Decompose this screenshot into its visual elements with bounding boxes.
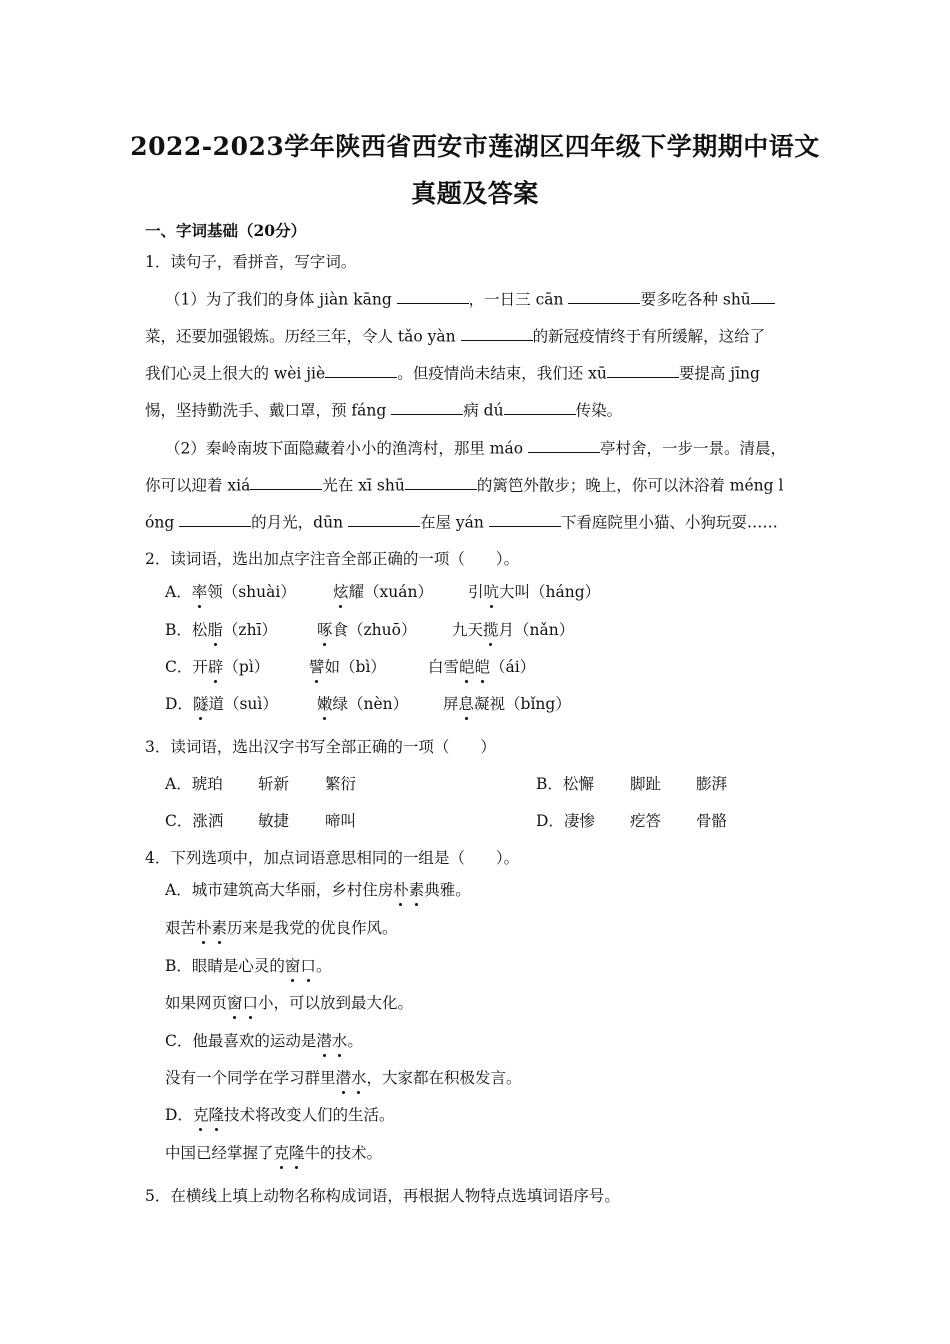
text: 啼叫 — [325, 812, 357, 830]
text: 下看庭院里小猫、小狗玩耍…… — [560, 513, 778, 532]
text: 技术将改变人们的生活。 — [223, 1106, 395, 1124]
question-5-stem: 5．在横线上填上动物名称构成词语，再根据人物特点选填词语序号。 — [145, 1187, 620, 1205]
answer-blank[interactable] — [179, 510, 251, 527]
dotted-char: 嫩 — [317, 692, 333, 714]
dotted-char: 皑 — [459, 655, 475, 677]
dotted-char: 率 — [192, 580, 208, 602]
text: 道（suì） — [208, 695, 278, 713]
text: 疙答 — [630, 812, 662, 830]
text: 繁衍 — [325, 775, 357, 793]
text: C．涨洒 — [165, 812, 224, 830]
text: 的月光，dūn — [251, 513, 348, 532]
text: 亭村舍，一步一景。清晨， — [600, 439, 787, 458]
question-4-stem: 4．下列选项中，加点词语意思相同的一组是（ ）。 — [145, 849, 520, 867]
dotted-char — [459, 658, 490, 676]
dotted-char: 朴 — [196, 916, 212, 938]
answer-blank[interactable] — [250, 473, 322, 490]
q1-p1-line2 — [145, 324, 815, 346]
text: 月（nǎn） — [498, 621, 575, 639]
text: 屏 — [443, 695, 459, 713]
answer-blank[interactable] — [751, 287, 775, 304]
option-label: D． — [165, 695, 193, 713]
text: （1）为了我们的身体 jiàn kāng — [165, 290, 397, 309]
text: C．他最喜欢的运动是 — [165, 1032, 317, 1050]
text: 传染。 — [575, 401, 623, 420]
section-heading: 一、字词基础（20分） — [145, 221, 307, 240]
question-3-stem: 3．读词语，选出汉字书写全部正确的一项（ ） — [145, 738, 496, 756]
dotted-char: 譬 — [309, 655, 325, 677]
dotted-char: 窗 — [285, 954, 301, 976]
text: 的新冠疫情终于有所缓解，这给了 — [532, 327, 766, 346]
text: 。 — [347, 1032, 363, 1050]
answer-blank[interactable] — [325, 361, 397, 378]
text: 松 — [191, 621, 208, 639]
option-label: C． — [165, 658, 193, 676]
dotted-char: 口 — [300, 954, 316, 976]
text: 要提高 jīng — [678, 364, 760, 383]
answer-blank[interactable] — [504, 398, 576, 415]
text: 九天 — [452, 621, 484, 639]
q1-p2-line1 — [165, 436, 835, 458]
dotted-char: 吭 — [484, 580, 500, 602]
text: 的篱笆外散步；晚上，你可以沐浴着 méng l — [476, 476, 784, 495]
dotted-char: 克 — [193, 1103, 209, 1125]
text: 骨骼 — [696, 812, 728, 830]
dotted-char: 朴 — [393, 878, 409, 900]
text: 如果网页 — [165, 994, 228, 1012]
dotted-char — [285, 957, 316, 975]
dotted-char: 辟 — [208, 655, 224, 677]
answer-blank[interactable] — [607, 361, 679, 378]
dotted-char: 克 — [274, 1141, 290, 1163]
q3-option-b[interactable] — [536, 772, 594, 794]
dotted-char: 窗 — [227, 991, 243, 1013]
dotted-char: 皑 — [475, 655, 491, 677]
text: 白雪 — [428, 658, 460, 676]
text: D． — [165, 1106, 193, 1124]
dotted-char: 息 — [459, 692, 475, 714]
text: B．眼睛是心灵的 — [165, 957, 285, 975]
dotted-char — [393, 881, 424, 899]
text: （2）秦岭南坡下面隐藏着小小的渔湾村，那里 máo — [165, 439, 528, 458]
dotted-char: 炫 — [333, 580, 349, 602]
text: óng — [145, 513, 180, 532]
dotted-char: 水 — [351, 1066, 367, 1088]
dotted-word — [393, 881, 424, 899]
dotted-char: 隧 — [193, 692, 209, 714]
text: 如（bì） — [324, 658, 386, 676]
dotted-char — [336, 1069, 367, 1087]
answer-blank[interactable] — [397, 287, 469, 304]
q4-option-d[interactable] — [165, 1103, 835, 1125]
text: 光在 xī shū — [322, 476, 405, 495]
text: 大叫（háng） — [499, 583, 601, 601]
text: ，一日三 cān — [468, 290, 569, 309]
page-title-line2: 真题及答案 — [411, 179, 539, 208]
text: D．凄惨 — [536, 812, 595, 830]
text: 引 — [468, 583, 484, 601]
q1-p2-line3 — [145, 510, 815, 532]
text: 开 — [192, 658, 208, 676]
text: 小，可以放到最大化。 — [258, 994, 414, 1012]
text: 典雅。 — [424, 881, 471, 899]
text: 病 dú — [463, 401, 504, 420]
q3-option-d[interactable] — [536, 809, 595, 831]
answer-blank[interactable] — [568, 287, 640, 304]
answer-blank[interactable] — [391, 398, 463, 415]
question-1-stem: 1．读句子，看拼音，写字词。 — [145, 253, 357, 271]
text: 艰苦 — [165, 919, 197, 937]
text: 中国已经掌握了 — [165, 1144, 274, 1162]
dotted-char — [196, 919, 227, 937]
page-title: 2022-2023学年陕西省西安市莲湖区四年级下学期期中语文 — [130, 132, 820, 161]
dotted-char: 脂 — [207, 618, 223, 640]
dotted-char: 啄 — [317, 618, 333, 640]
q4-option-a-sentence-2 — [165, 916, 835, 938]
text: B．松懈 — [536, 775, 594, 793]
text: 脚趾 — [630, 775, 662, 793]
text: 。 — [315, 957, 332, 975]
q4-option-d-sentence-2 — [165, 1141, 835, 1163]
text: 食（zhuō） — [332, 621, 417, 639]
text: 你可以迎着 xiá — [145, 476, 251, 495]
text: 我们心灵上很大的 wèi jiè — [145, 364, 326, 383]
answer-blank[interactable] — [461, 324, 533, 341]
answer-blank[interactable] — [528, 436, 600, 453]
q3-option-a[interactable] — [165, 772, 223, 794]
text: （zhī） — [222, 621, 278, 639]
q1-p2-line2 — [145, 473, 815, 495]
dotted-char: 素 — [409, 878, 425, 900]
text: 绿（nèn） — [332, 695, 409, 713]
option-label: A． — [165, 583, 192, 601]
dotted-char: 隆 — [208, 1103, 224, 1125]
text: 要多吃各种 shū — [640, 290, 751, 309]
text: （ái） — [490, 658, 536, 676]
text: （pì） — [223, 658, 270, 676]
dotted-char: 素 — [212, 916, 228, 938]
text: ，大家都在积极发言。 — [366, 1069, 522, 1087]
dotted-char: 口 — [243, 991, 259, 1013]
dotted-char: 揽 — [483, 618, 499, 640]
q1-p1-line3 — [145, 361, 815, 383]
answer-blank[interactable] — [489, 510, 561, 527]
text: A．琥珀 — [165, 775, 223, 793]
text: 膨湃 — [696, 775, 728, 793]
dotted-char: 潜 — [336, 1066, 352, 1088]
text: 历来是我党的优良作风。 — [227, 919, 398, 937]
option-label: B． — [165, 621, 192, 639]
dotted-char — [193, 1106, 224, 1124]
q4-option-c-sentence-2 — [165, 1066, 835, 1088]
answer-blank[interactable] — [348, 510, 420, 527]
dotted-char: 水 — [332, 1029, 348, 1051]
q4-option-b-sentence-2 — [165, 991, 835, 1013]
q4-option-c[interactable] — [165, 1029, 835, 1051]
dotted-char: 隆 — [289, 1141, 305, 1163]
text: A．城市建筑高大华丽，乡村住房 — [165, 881, 394, 899]
q4-option-b[interactable] — [165, 954, 835, 976]
dotted-char — [274, 1144, 305, 1162]
text: 斩新 — [258, 775, 290, 793]
text: 敏捷 — [258, 812, 290, 830]
text: 菜，还要加强锻炼。历经三年，令人 tǎo yàn — [145, 327, 461, 346]
text: 惕，坚持勤洗手、戴口罩，预 fáng — [145, 401, 392, 420]
dotted-char — [227, 994, 258, 1012]
text: 没有一个同学在学习群里 — [165, 1069, 336, 1087]
text: 耀（xuán） — [348, 583, 433, 601]
text: 领（shuài） — [207, 583, 296, 601]
q3-option-c[interactable] — [165, 809, 223, 831]
q1-p1-line4 — [145, 398, 815, 420]
dotted-char: 潜 — [316, 1029, 332, 1051]
text: 。但疫情尚未结束，我们还 xū — [397, 364, 607, 383]
q1-p1-line1 — [165, 287, 835, 309]
question-2-stem: 2．读词语，选出加点字注音全部正确的一项（ ）。 — [145, 550, 520, 568]
text: 牛的技术。 — [304, 1144, 383, 1162]
dotted-char — [316, 1032, 347, 1050]
text: 在屋 yán — [420, 513, 489, 532]
answer-blank[interactable] — [405, 473, 477, 490]
text: 凝视（bǐng） — [474, 695, 571, 713]
q4-option-a[interactable] — [165, 878, 835, 900]
